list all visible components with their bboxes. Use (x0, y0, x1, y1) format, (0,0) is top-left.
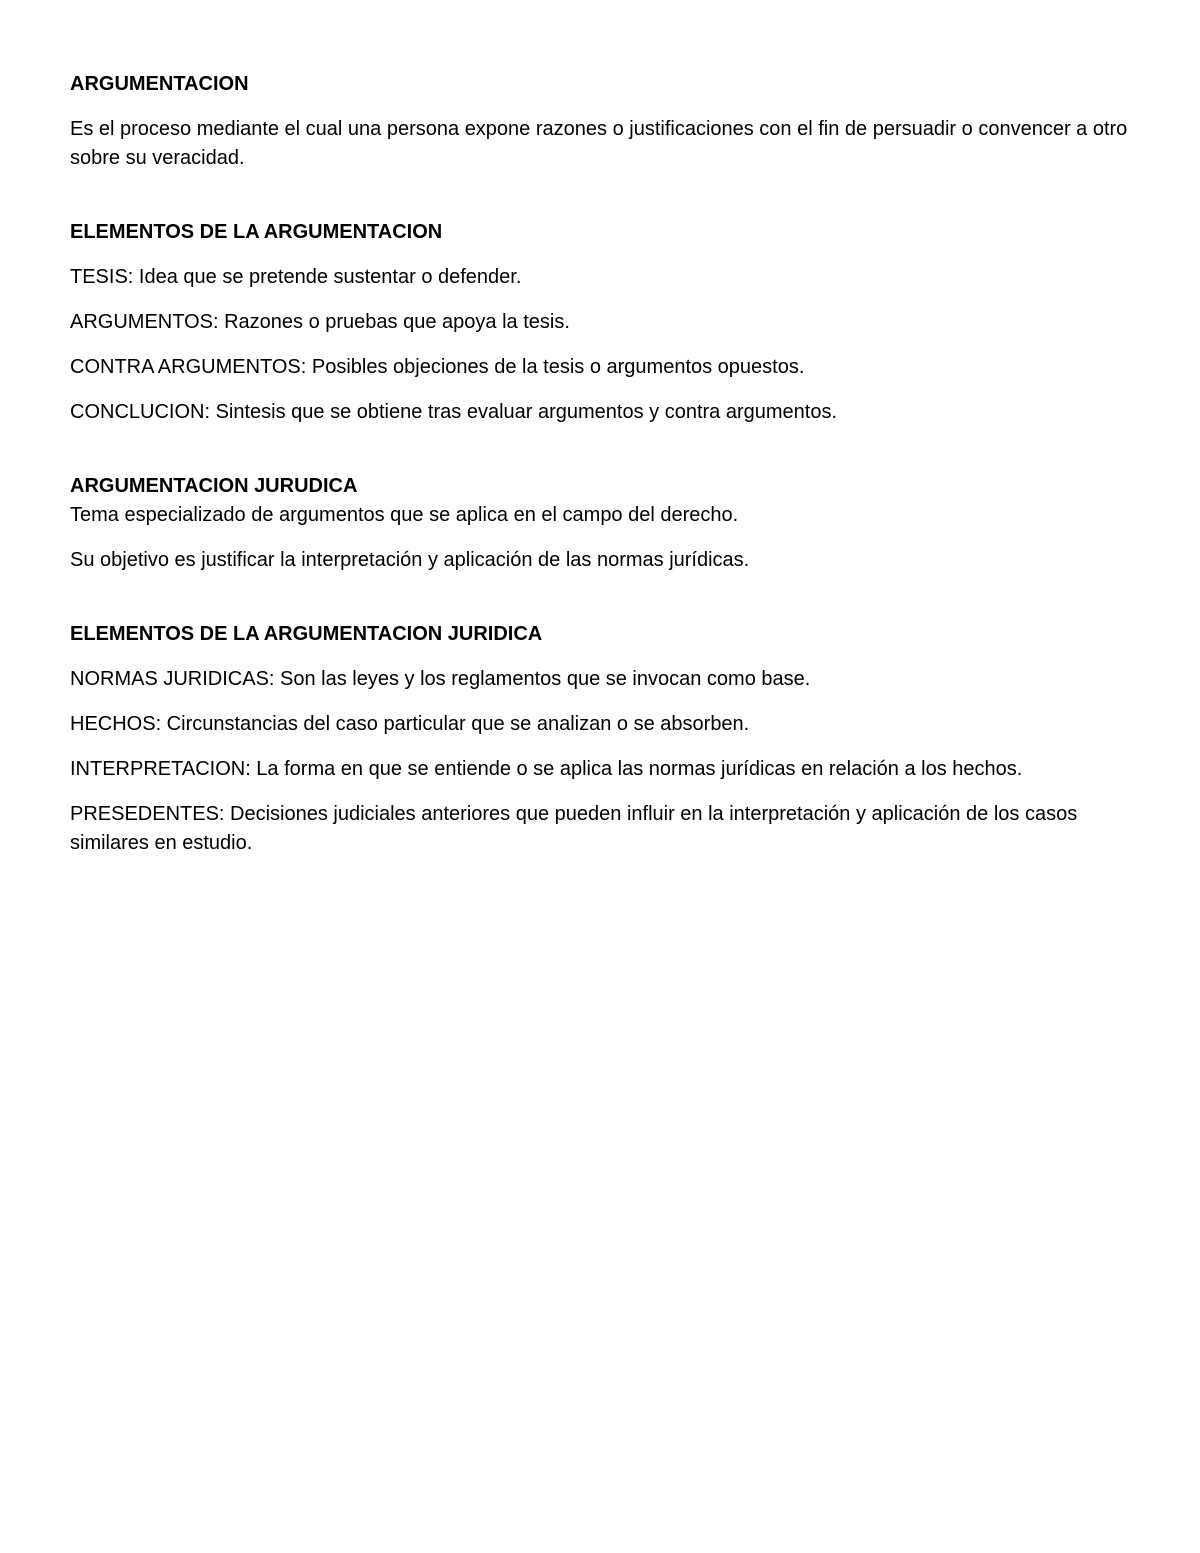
section-heading: ELEMENTOS DE LA ARGUMENTACION JURIDICA (70, 623, 543, 645)
paragraph: HECHOS: Circunstancias del caso particular que se analizan o se absorben. (70, 713, 750, 735)
paragraph: INTERPRETACION: La forma en que se entiende o se aplica las normas jurídicas en relación a los hechos. (70, 758, 1023, 780)
paragraph: Su objetivo es justificar la interpretación y aplicación de las normas jurídicas. (70, 549, 750, 571)
paragraph: PRESEDENTES: Decisiones judiciales anteriores que pueden influir en la interpretación y aplicación de los casos similares en estudio. (70, 803, 1078, 854)
section-heading: ARGUMENTACION JURUDICA (70, 475, 358, 497)
section-argumentacion (70, 70, 1130, 173)
paragraph: CONTRA ARGUMENTOS: Posibles objeciones de la tesis o argumentos opuestos. (70, 356, 805, 378)
paragraph: TESIS: Idea que se pretende sustentar o defender. (70, 266, 522, 288)
paragraph: NORMAS JURIDICAS: Son las leyes y los reglamentos que se invocan como base. (70, 668, 811, 690)
paragraph: Es el proceso mediante el cual una persona expone razones o justificaciones con el fin de persuadir o convencer a otro sobre su veracidad. (70, 118, 1128, 169)
paragraph: ARGUMENTOS: Razones o pruebas que apoya la tesis. (70, 311, 570, 333)
document-page (70, 70, 1130, 858)
section-heading: ELEMENTOS DE LA ARGUMENTACION (70, 221, 443, 243)
section-argumentacion-juridica (70, 472, 1130, 575)
section-elementos-argumentacion (70, 218, 1130, 427)
paragraph: CONCLUCION: Sintesis que se obtiene tras evaluar argumentos y contra argumentos. (70, 401, 838, 423)
paragraph: Tema especializado de argumentos que se aplica en el campo del derecho. (70, 504, 739, 526)
section-heading: ARGUMENTACION (70, 73, 249, 95)
section-elementos-argumentacion-juridica (70, 620, 1130, 858)
